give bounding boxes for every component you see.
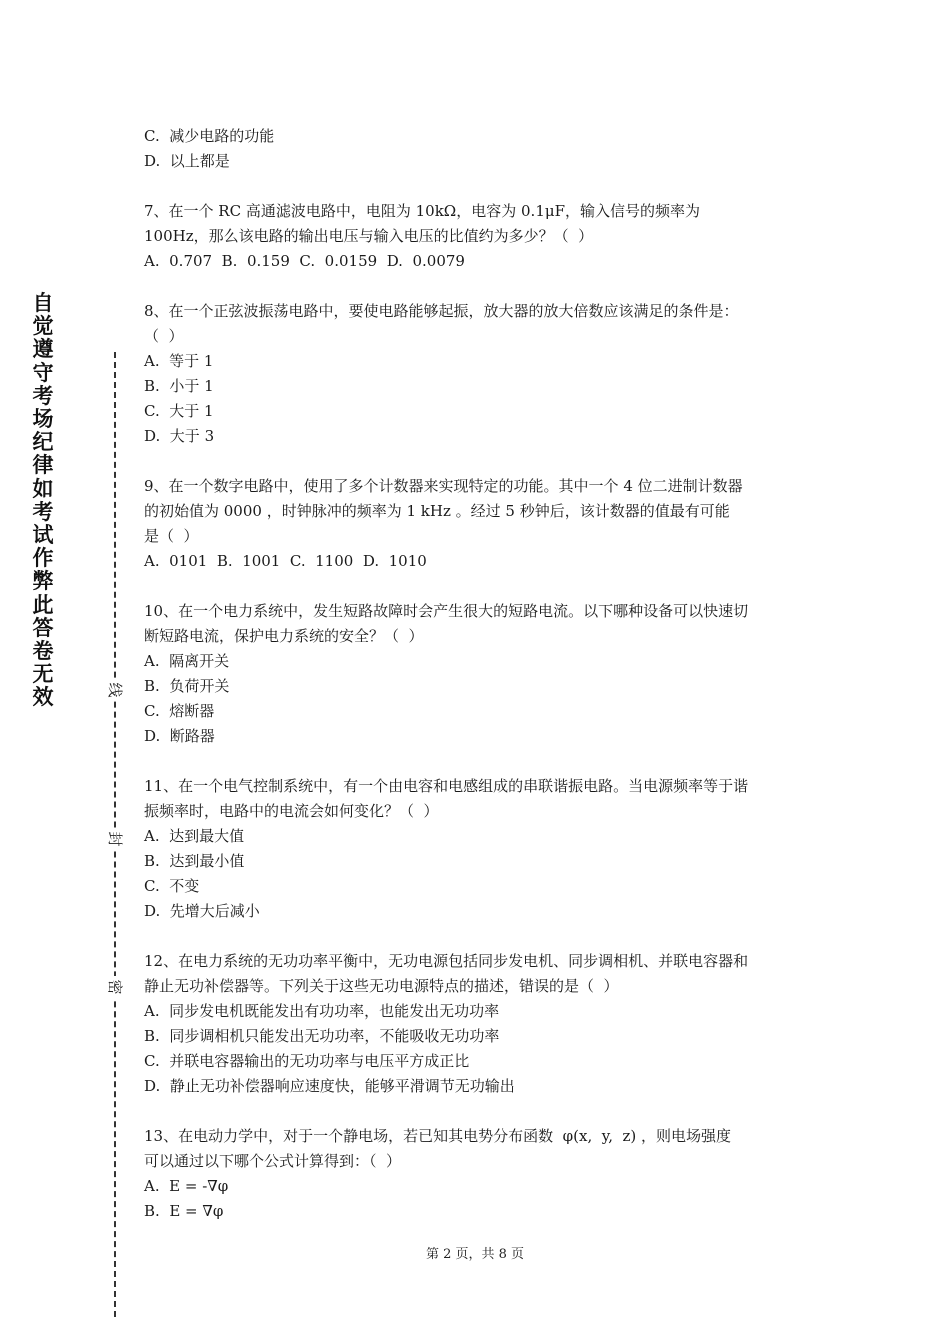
question-stem: （ ）	[144, 327, 184, 345]
option: C. 不变	[144, 877, 200, 895]
binding-label-seal: 封	[103, 828, 127, 850]
question-9	[144, 474, 814, 574]
question-13	[144, 1124, 814, 1224]
option: D. 断路器	[144, 727, 215, 745]
option: B. 负荷开关	[144, 677, 230, 695]
option: B. 小于 1	[144, 377, 214, 395]
question-11	[144, 774, 814, 924]
question-12	[144, 949, 814, 1099]
option: A. 0.707 B. 0.159 C. 0.0159 D. 0.0079	[144, 252, 465, 270]
option: C. 熔断器	[144, 702, 215, 720]
question-10	[144, 599, 814, 749]
question-stem: 13、在电动力学中，对于一个静电场，若已知其电势分布函数 φ(x, y, z) ，则电场强度	[144, 1127, 732, 1145]
question-stem: 8、在一个正弦波振荡电路中，要使电路能够起振，放大器的放大倍数应该满足的条件是：	[144, 302, 739, 320]
option: C. 大于 1	[144, 402, 214, 420]
option: D. 以上都是	[144, 152, 230, 170]
page-number: 第 2 页，共 8 页	[425, 1247, 525, 1262]
exam-discipline-warning: 自觉遵守考场纪律如考试作弊此答卷无效	[32, 291, 54, 710]
question-8	[144, 299, 814, 449]
option: B. 达到最小值	[144, 852, 245, 870]
question-stem: 是（ ）	[144, 527, 199, 545]
binding-label-line: 线	[103, 679, 127, 701]
option: A. 达到最大值	[144, 827, 245, 845]
option: C. 并联电容器输出的无功功率与电压平方成正比	[144, 1052, 470, 1070]
question-stem: 12、在电力系统的无功功率平衡中，无功电源包括同步发电机、同步调相机、并联电容器和	[144, 952, 749, 970]
option: A. 等于 1	[144, 352, 214, 370]
option: B. E = ∇φ	[144, 1202, 224, 1220]
option: D. 大于 3	[144, 427, 215, 445]
binding-label-secret: 密	[103, 976, 127, 998]
option: B. 同步调相机只能发出无功功率，不能吸收无功功率	[144, 1027, 500, 1045]
option: A. 隔离开关	[144, 652, 230, 670]
question-stem: 7、在一个 RC 高通滤波电路中，电阻为 10kΩ，电容为 0.1μF，输入信号的频率为	[144, 202, 701, 220]
question-stem: 可以通过以下哪个公式计算得到：（ ）	[144, 1152, 402, 1170]
question-stem: 的初始值为 0000 ，时钟脉冲的频率为 1 kHz 。经过 5 秒钟后，该计数器的值最有可能	[144, 502, 730, 520]
question-stem: 振频率时，电路中的电流会如何变化？（ ）	[144, 802, 439, 820]
question-stem: 11、在一个电气控制系统中，有一个由电容和电感组成的串联谐振电路。当电源频率等于谐	[144, 777, 749, 795]
question-6-tail	[144, 124, 814, 174]
question-stem: 断短路电流，保护电力系统的安全？（ ）	[144, 627, 424, 645]
question-stem: 100Hz，那么该电路的输出电压与输入电压的比值约为多少？（ ）	[144, 227, 594, 245]
exam-content	[144, 124, 814, 1224]
option: A. 0101 B. 1001 C. 1100 D. 1010	[144, 552, 427, 570]
question-stem: 10、在一个电力系统中，发生短路故障时会产生很大的短路电流。以下哪种设备可以快速切	[144, 602, 749, 620]
question-stem: 静止无功补偿器等。下列关于这些无功电源特点的描述，错误的是（ ）	[144, 977, 619, 995]
option: D. 先增大后减小	[144, 902, 260, 920]
question-7	[144, 199, 814, 274]
question-stem: 9、在一个数字电路中，使用了多个计数器来实现特定的功能。其中一个 4 位二进制计数器	[144, 477, 743, 495]
option: D. 静止无功补偿器响应速度快，能够平滑调节无功输出	[144, 1077, 515, 1095]
option: A. E = -∇φ	[144, 1177, 229, 1195]
option: A. 同步发电机既能发出有功功率，也能发出无功功率	[144, 1002, 500, 1020]
option: C. 减少电路的功能	[144, 127, 275, 145]
